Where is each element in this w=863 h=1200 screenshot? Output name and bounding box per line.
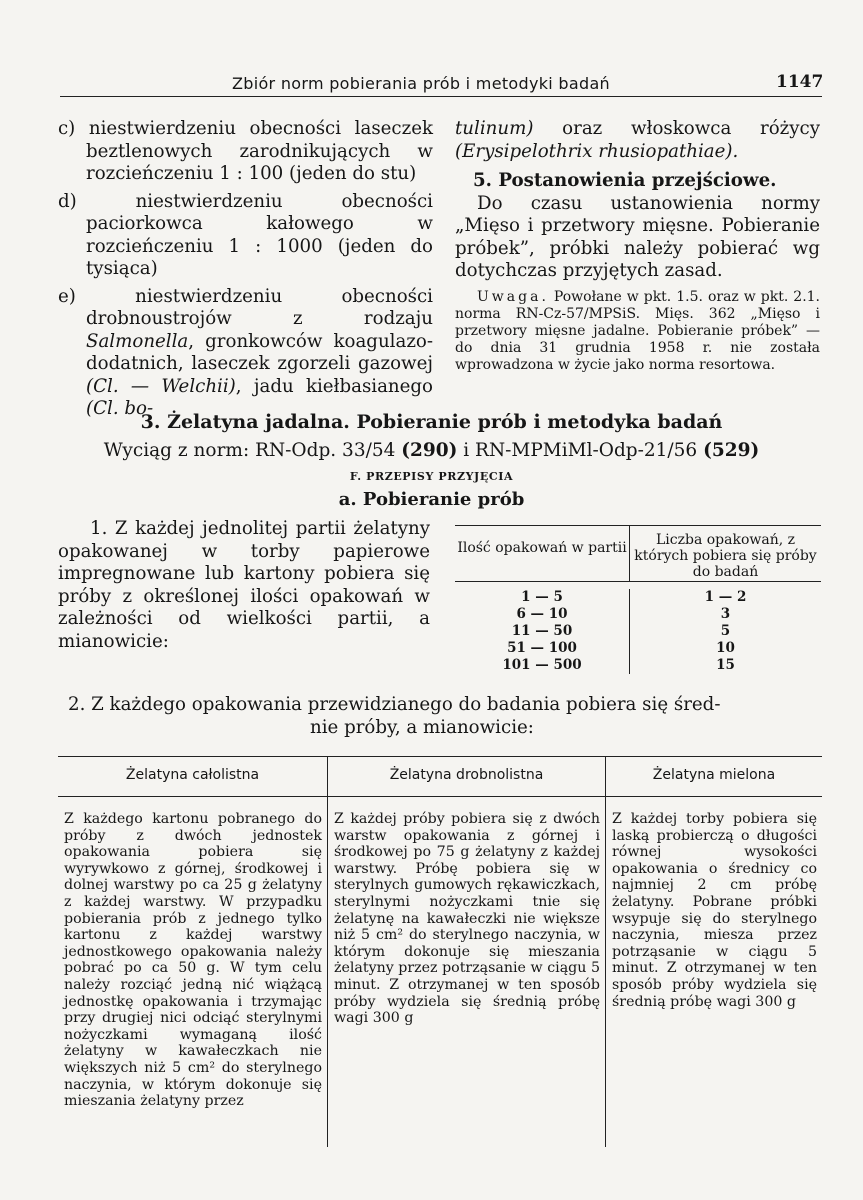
paragraph-2-line-1: 2. Z każdego opakowania przewidzianego do badania pobiera się śred- (68, 694, 721, 715)
item-e-salmonella: Salmonella (86, 330, 189, 352)
item-e-welchii: (Cl. — Welchii) (86, 375, 236, 397)
erysipelothrix: (Erysipelothrix rhusiopathiae). (455, 140, 739, 162)
item-e-text-1: e) niestwierdzeniu obecności drobnoustrojów z rodzaju (58, 285, 433, 329)
table-cell: 51 — 100 (507, 640, 577, 656)
quantity-table-body (455, 582, 821, 674)
table-cell: 101 — 500 (502, 657, 582, 673)
running-header-title: Zbiór norm pobierania prób i metodyki badań (232, 74, 610, 93)
sampling-table (58, 756, 822, 1147)
section-3-title: 3. Żelatyna jadalna. Pobieranie prób i metodyka badań (140, 411, 723, 433)
quantity-table-header (455, 525, 821, 582)
sampling-column-header: Żelatyna mielona (606, 757, 822, 797)
note-label: Uwaga. (477, 288, 549, 305)
paragraph-section-5: Do czasu ustanowienia normy „Mięso i przetwory mięsne. Pobieranie próbek”, próbki należy pobierać wg dotychczas przyjętych zasad. (455, 192, 820, 281)
heading-section-5: 5. Postanowienia przejściowe. (473, 170, 777, 191)
part-f-heading: F. PRZEPISY PRZYJĘCIA (349, 470, 514, 483)
sampling-column-header: Żelatyna całolistna (58, 757, 327, 797)
botulinum-cont: tulinum) (455, 118, 534, 139)
paragraph-2 (68, 694, 823, 739)
sampling-column-text: Z każdej próby pobiera się z dwóch warstw opakowania z górnej i środkowej po 75 g żelatyny z każdej warstwy. Próbę pobiera się w sterylnych gumowych rękawiczkach, sterylnymi nożyczkami tnie się żelatynę na kawałeczki nie większe niż 5 cm² do sterylnego naczynia, w którym dokonuje się mieszania żelatyny przez potrząsanie w ciągu 5 minut. Z otrzymanej w ten sposób próby wydziela się średnią próbę wagi 300 g (334, 811, 600, 1027)
sampling-column-text: Z każdej torby pobiera się laską probierczą o długości równej wysokości opakowania o średnicy co najmniej 2 cm próbę żelatyny. Pobrane próbki wsypuje się do sterylnego naczynia, miesza przez potrząsanie w ciągu 5 minut. Z otrzymanej w ten sposób próby wydziela się średnią próbę wagi 300 g (612, 811, 817, 1010)
sampling-column-text: Z każdego kartonu pobranego do próby z dwóch jednostek opakowania pobiera się wyrywkowo z górnej, środkowej i dolnej warstwy po ca 25 g żelatyny z każdej warstwy. W przypadku pobierania prób z jednego tylko kartonu z każdej warstwy jednostkowego opakowania należy pobrać po ca 50 g. W tym celu należy rozciąć jedną nić wiążącą jednostkę opakowania i trzymając przy drugiej nici odciąć sterylnymi nożyczkami wymaganą ilość żelatyny w kawałeczkach nie większych niż 5 cm² do sterylnego naczynia, w którym dokonuje się mieszania żelatyny przez (64, 811, 322, 1110)
left-column (58, 118, 433, 426)
subtitle-ref-2: (529) (703, 440, 760, 461)
quantity-table (455, 525, 821, 674)
part-a-heading: a. Pobieranie prób (338, 489, 525, 510)
table-cell: 10 (716, 640, 735, 656)
sampling-column-ground (605, 757, 822, 1147)
table-cell: 1 — 5 (521, 589, 563, 605)
item-c: c) niestwierdzeniu obecności laseczek beztlenowych zarodnikujących w rozcieńczeniu 1 : 100 (jeden do stu) (58, 118, 433, 184)
item-e-continuation (455, 118, 820, 163)
table-cell: 5 (720, 623, 731, 639)
quantity-table-header-col1: Ilość opakowań w partii (455, 526, 630, 581)
note (455, 289, 820, 374)
item-e-text-2: , gronkowców koagulazo-dodatnich, laseczek zgorzeli gazowej (86, 330, 433, 374)
table-cell: 15 (716, 657, 735, 673)
subtitle-mid: i RN-MPMiMl-Odp-21/56 (457, 440, 704, 461)
table-cell: 1 — 2 (704, 589, 747, 605)
section-3-subtitle (0, 440, 863, 461)
table-cell: 3 (720, 606, 731, 622)
table-cell: 11 — 50 (511, 623, 573, 639)
item-e-botulinum: (Cl. bo- (86, 398, 154, 419)
sampling-column-fine-leaf (327, 757, 605, 1147)
sampling-column-header: Żelatyna drobnolistna (328, 757, 605, 797)
paragraph-1: 1. Z każdej jednolitej partii żelatyny opakowanej w torby papierowe impregnowane lub kartony pobiera się próby z określonej ilości opakowań w zależności od wielkości partii, a mianowicie: (58, 518, 430, 652)
paragraph-2-line-2: nie próby, a mianowicie: (310, 716, 534, 738)
note-text: Powołane w pkt. 1.5. oraz w pkt. 2.1. norma RN-Cz-57/MPSiS. Mięs. 362 „Mięso i przetwory mięsne jadalne. Pobieranie próbek” — do dnia 31 grudnia 1958 r. nie została wprowadzona w życie jako norma resortowa. (455, 288, 820, 373)
quantity-table-counts (630, 589, 821, 674)
item-e-text-3: , jadu kiełbasianego (235, 375, 434, 397)
header-rule (60, 96, 822, 97)
quantity-table-ranges (455, 589, 630, 674)
page-number: 1147 (776, 72, 824, 92)
sampling-column-whole-leaf (58, 757, 327, 1147)
item-e (58, 286, 433, 421)
table-cell: 6 — 10 (516, 606, 568, 622)
subtitle-ref-1: (290) (401, 440, 458, 461)
cont-text: oraz włoskowca różycy (533, 118, 820, 139)
quantity-table-header-col2: Liczba opakowań, z których pobiera się próby do badań (634, 532, 817, 580)
right-column (455, 118, 820, 374)
subtitle-prefix: Wyciąg z norm: RN-Odp. 33/54 (103, 440, 402, 461)
item-d: d) niestwierdzeniu obecności paciorkowca kałowego w rozcieńczeniu 1 : 1000 (jeden do tysiąca) (58, 190, 433, 279)
